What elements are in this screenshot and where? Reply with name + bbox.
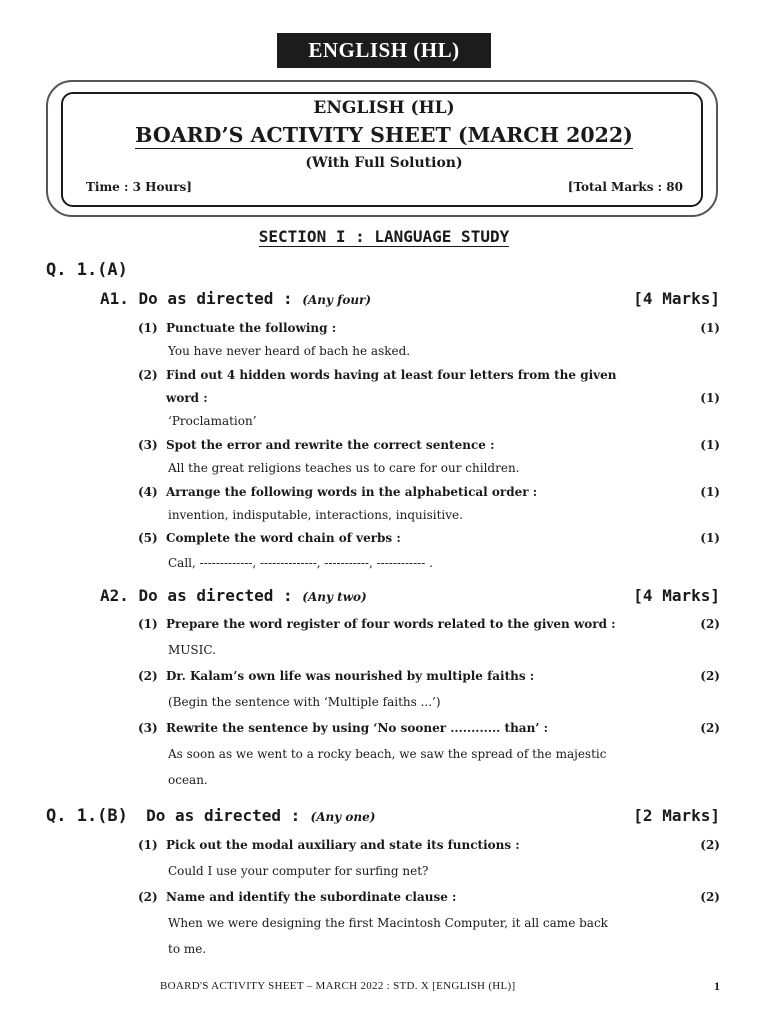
q1b-item2-mark: (2)	[700, 890, 720, 904]
q1b-label: Q. 1.(B)	[46, 806, 128, 826]
a1-item4-answer: invention, indisputable, interactions, inquisitive.	[168, 508, 463, 522]
q1b-item2-answer-cont: to me.	[168, 942, 207, 956]
a1-item4-num: (4)	[138, 485, 158, 499]
banner-title: ENGLISH (HL)	[277, 33, 491, 68]
a1-item1-mark: (1)	[700, 321, 720, 335]
header-time: Time : 3 Hours]	[86, 180, 192, 194]
q1b-item1-answer: Could I use your computer for surfing net?	[168, 864, 429, 878]
a2-item2-answer: (Begin the sentence with ‘Multiple faiths ...’)	[168, 695, 441, 709]
a1-item2-answer: ‘Proclamation’	[168, 414, 257, 428]
q1b-item1-num: (1)	[138, 838, 158, 852]
a2-item3-question: Rewrite the sentence by using ‘No sooner ............ than’ :	[166, 721, 549, 735]
a2-item2-mark: (2)	[700, 669, 720, 683]
a2-item3-num: (3)	[138, 721, 158, 735]
a1-item1-answer: You have never heard of bach he asked.	[168, 344, 411, 358]
a2-any: (Any two)	[302, 590, 367, 604]
a1-any: (Any four)	[302, 293, 372, 307]
a1-heading	[100, 289, 371, 308]
q1b-item2-question: Name and identify the subordinate clause :	[166, 890, 457, 904]
a2-item1-question: Prepare the word register of four words related to the given word :	[166, 617, 616, 631]
q1b-item1-question: Pick out the modal auxiliary and state its functions :	[166, 838, 520, 852]
a1-item2-num: (2)	[138, 368, 158, 382]
a1-item5-num: (5)	[138, 531, 158, 545]
a2-item3-answer-cont: ocean.	[168, 773, 208, 787]
a1-item3-question: Spot the error and rewrite the correct sentence :	[166, 438, 495, 452]
a2-item1-num: (1)	[138, 617, 158, 631]
a1-item2-mark: (1)	[700, 391, 720, 405]
q1b-any: (Any one)	[310, 810, 376, 824]
header-total-marks: [Total Marks : 80	[567, 180, 683, 194]
header-title	[0, 123, 768, 147]
a1-item5-question: Complete the word chain of verbs :	[166, 531, 401, 545]
a2-item3-answer: As soon as we went to a rocky beach, we saw the spread of the majestic	[168, 747, 607, 761]
section-title-text: SECTION I : LANGUAGE STUDY	[258, 227, 510, 246]
a1-item2-question-cont: word :	[166, 391, 208, 405]
a1-item3-num: (3)	[138, 438, 158, 452]
a1-item4-mark: (1)	[700, 485, 720, 499]
a1-item3-mark: (1)	[700, 438, 720, 452]
a1-item3-answer: All the great religions teaches us to care for our children.	[168, 461, 520, 475]
a2-item2-question: Dr. Kalam’s own life was nourished by multiple faiths :	[166, 669, 535, 683]
q1a-label: Q. 1.(A)	[46, 260, 128, 280]
q1b-do: Do as directed :	[146, 806, 301, 825]
a2-marks: [4 Marks]	[633, 586, 720, 605]
a2-item1-answer: MUSIC.	[168, 643, 216, 657]
a2-item1-mark: (2)	[700, 617, 720, 631]
a1-item2-question: Find out 4 hidden words having at least four letters from the given	[166, 368, 617, 382]
header-solution: (With Full Solution)	[305, 155, 463, 171]
footer-text: BOARD'S ACTIVITY SHEET – MARCH 2022 : STD. X [ENGLISH (HL)]	[160, 980, 516, 992]
a1-item5-mark: (1)	[700, 531, 720, 545]
a1-marks: [4 Marks]	[633, 289, 720, 308]
a2-heading	[100, 586, 367, 605]
a2-item2-num: (2)	[138, 669, 158, 683]
a1-item1-num: (1)	[138, 321, 158, 335]
a2-label: A2. Do as directed :	[100, 586, 293, 605]
header-title-text: BOARD’S ACTIVITY SHEET (MARCH 2022)	[135, 123, 633, 147]
a2-item3-mark: (2)	[700, 721, 720, 735]
q1b-item2-answer: When we were designing the first Macintosh Computer, it all came back	[168, 916, 608, 930]
a1-item4-question: Arrange the following words in the alphabetical order :	[166, 485, 538, 499]
section-title	[0, 227, 768, 246]
page-number: 1	[714, 979, 720, 993]
a1-item5-answer: Call, -------------, --------------, -----------, ------------ .	[168, 556, 433, 570]
a1-label: A1. Do as directed :	[100, 289, 293, 308]
q1b-marks: [2 Marks]	[633, 806, 720, 825]
header-subject: ENGLISH (HL)	[313, 98, 455, 118]
q1b-heading	[46, 806, 375, 826]
a1-item1-question: Punctuate the following :	[166, 321, 337, 335]
q1b-item1-mark: (2)	[700, 838, 720, 852]
q1b-item2-num: (2)	[138, 890, 158, 904]
